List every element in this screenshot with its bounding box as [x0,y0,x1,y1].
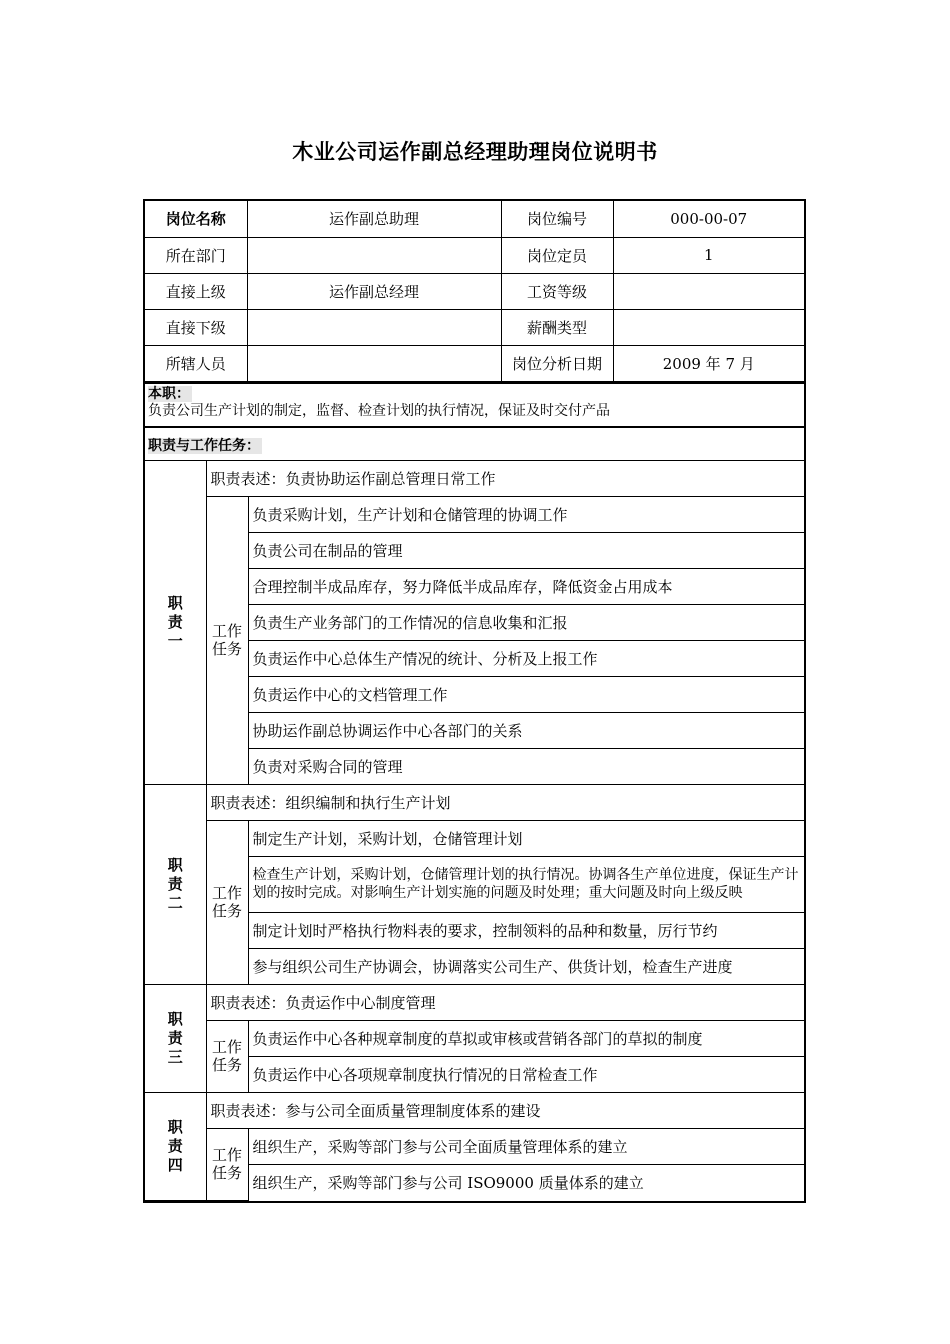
info-value [247,345,501,381]
task-item: 协助运作副总协调运作中心各部门的关系 [248,712,804,748]
duties-table [145,460,804,1201]
task-label-text: 工作任务 [211,622,242,658]
duty-group-name: 职责二 [167,855,183,912]
duty-description: 职责表述：参与公司全面质量管理制度体系的建设 [206,1092,804,1128]
info-value [613,273,804,309]
task-row [145,496,804,532]
task-item: 合理控制半成品库存，努力降低半成品库存，降低资金占用成本 [248,568,804,604]
info-label: 直接上级 [145,273,247,309]
duty-description-row [145,984,804,1020]
duty-group-label [145,1092,206,1200]
duty-description-row [145,784,804,820]
main-duty-text: 负责公司生产计划的制定，监督、检查计划的执行情况，保证及时交付产品 [148,402,610,419]
info-label: 岗位分析日期 [501,345,613,381]
info-row [145,237,804,273]
task-row [145,1020,804,1056]
info-value: 1 [613,237,804,273]
task-item: 负责运作中心各项规章制度执行情况的日常检查工作 [248,1056,804,1092]
info-value [247,237,501,273]
duties-heading: 职责与工作任务： [145,426,804,460]
duty-group-name: 职责三 [167,1009,183,1066]
task-item: 组织生产，采购等部门参与公司全面质量管理体系的建立 [248,1128,804,1164]
duty-description: 职责表述：负责协助运作副总管理日常工作 [206,460,804,496]
info-label: 直接下级 [145,309,247,345]
duty-description-row [145,460,804,496]
info-row [145,345,804,381]
info-row [145,309,804,345]
task-label-text: 工作任务 [211,1146,242,1182]
task-row [145,1128,804,1164]
info-value [613,309,804,345]
task-row [145,820,804,856]
main-duty-label: 本职： [148,385,190,402]
info-label: 所辖人员 [145,345,247,381]
duty-group-label [145,784,206,984]
task-label [206,1020,248,1092]
info-label: 所在部门 [145,237,247,273]
task-item: 负责运作中心的文档管理工作 [248,676,804,712]
task-item: 参与组织公司生产协调会，协调落实公司生产、供货计划，检查生产进度 [248,948,804,984]
task-item: 组织生产，采购等部门参与公司 ISO9000 质量体系的建立 [248,1164,804,1200]
info-label: 薪酬类型 [501,309,613,345]
info-value: 运作副总助理 [247,201,501,237]
info-row [145,201,804,237]
info-label: 工资等级 [501,273,613,309]
info-label: 岗位定员 [501,237,613,273]
task-label [206,820,248,984]
position-info-table [145,201,804,382]
task-item: 制定生产计划，采购计划，仓储管理计划 [248,820,804,856]
info-row [145,273,804,309]
task-item: 负责生产业务部门的工作情况的信息收集和汇报 [248,604,804,640]
duty-group-name: 职责一 [167,593,183,650]
duty-group-label [145,460,206,784]
main-duty-section [145,382,804,426]
duty-description: 职责表述：组织编制和执行生产计划 [206,784,804,820]
task-item: 负责采购计划，生产计划和仓储管理的协调工作 [248,496,804,532]
info-label: 岗位编号 [501,201,613,237]
duty-description: 职责表述：负责运作中心制度管理 [206,984,804,1020]
info-value: 运作副总经理 [247,273,501,309]
job-description-form [143,199,806,1203]
document-title: 木业公司运作副总经理助理岗位说明书 [292,140,658,164]
duty-group-label [145,984,206,1092]
task-item: 负责运作中心各种规章制度的草拟或审核或营销各部门的草拟的制度 [248,1020,804,1056]
duty-description-row [145,1092,804,1128]
task-item: 负责运作中心总体生产情况的统计、分析及上报工作 [248,640,804,676]
task-item: 制定计划时严格执行物料表的要求，控制领料的品种和数量，厉行节约 [248,912,804,948]
task-label [206,1128,248,1200]
task-label-text: 工作任务 [211,884,242,920]
task-label-text: 工作任务 [211,1038,242,1074]
info-value [247,309,501,345]
duty-group-name: 职责四 [167,1117,183,1174]
task-item: 负责对采购合同的管理 [248,748,804,784]
task-item: 检查生产计划，采购计划，仓储管理计划的执行情况。协调各生产单位进度，保证生产计划的按时完成。对影响生产计划实施的问题及时处理；重大问题及时向上级反映 [248,856,804,912]
info-label: 岗位名称 [145,201,247,237]
task-label [206,496,248,784]
info-value: 000-00-07 [613,201,804,237]
task-item: 负责公司在制品的管理 [248,532,804,568]
info-value: 2009 年 7 月 [613,345,804,381]
